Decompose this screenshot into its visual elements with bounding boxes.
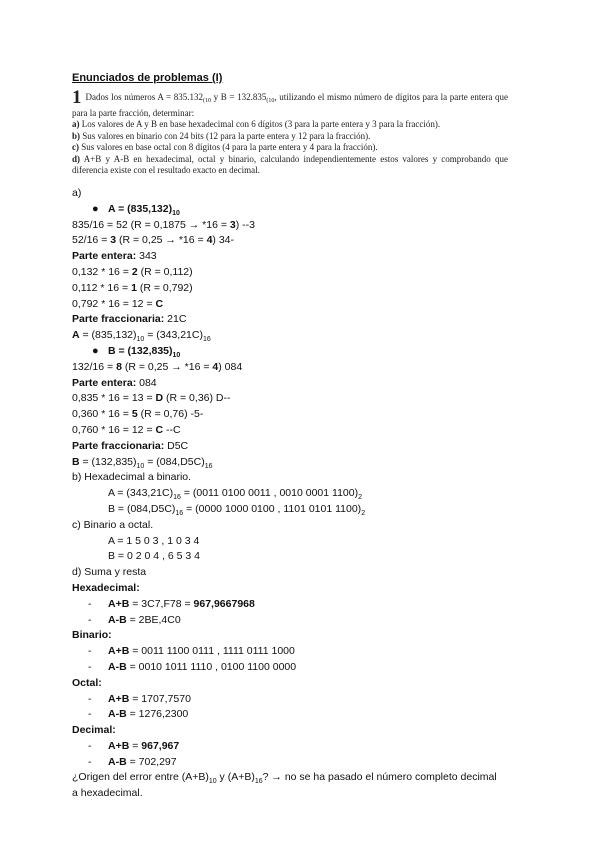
fraction-part-line [72,312,532,328]
label: Parte fraccionaria: [72,439,165,452]
text: --C [163,423,181,436]
label: Parte fraccionaria: [72,313,165,326]
text: ? → no se ha pasado el número completo decimal [262,771,497,784]
text: = (132,835) [79,455,137,468]
text: 0,792 * 16 = 12 = [72,297,156,310]
list-item [72,739,532,755]
dash-marker: - [88,597,92,610]
value: = 702,297 [126,755,177,768]
dash-marker: - [88,692,92,705]
section-b-label: b) Hexadecimal a binario. [72,471,192,484]
dash-marker: - [88,613,92,626]
result-line-b [72,455,532,471]
label: A+B [108,692,130,705]
solution-body [72,186,532,802]
text: y (A+B) [216,771,255,784]
text: = (084,D5C) [144,455,205,468]
label: A+B [108,645,130,658]
text: (R = 0,25 → *16 = [121,360,213,373]
fraction-part-line [72,439,532,455]
octal-b: B = 0 2 0 4 , 6 5 3 4 [108,550,200,563]
calc-line [72,407,532,423]
list-item [72,707,532,723]
text: ) 34- [212,234,234,247]
calc-line [72,233,532,249]
value: 343 [136,250,157,263]
question-line [72,770,532,786]
problem-item-d [72,154,508,177]
calc-line [72,265,532,281]
hex-binary-a [72,486,532,502]
bold-digit: 5 [131,408,138,421]
bold-digit: 2 [131,265,138,278]
problem-intro-text: Dados los números A = 835.132 [85,92,203,102]
subscript: 2 [361,509,366,517]
bullet-text: B = (132,835) [108,344,173,357]
text: (R = 0,112) [137,265,193,278]
text: (R = 0,25 → *16 = [116,234,207,247]
text: = (835,132) [79,329,137,342]
decimal-heading: Decimal: [72,724,116,737]
label: Parte entera: [72,250,137,263]
value: 084 [136,376,157,389]
item-marker: d) [72,153,81,164]
octal-heading: Octal: [72,676,102,689]
bold-value: 967,9667968 [193,597,255,610]
calc-line [72,218,532,234]
binary-heading: Binario: [72,629,112,642]
dash-marker: - [88,755,92,768]
integer-part-line [72,376,532,392]
text: 0,760 * 16 = 12 = [72,423,156,436]
list-item [72,644,532,660]
problem-intro-text: , utilizando el mismo número de dígitos para la parte entera que para la parte fracción, determinar: [72,92,508,118]
dash-marker: - [88,660,92,673]
subscript: 10 [136,336,145,344]
text: 0,112 * 16 = [72,281,132,294]
subscript: 10 [136,462,145,470]
value: = 3C7,F78 = [129,597,194,610]
value: D5C [164,439,189,452]
calc-line [72,360,532,376]
text: = (0000 1000 0100 , 1101 0101 1100) [183,502,362,515]
item-marker: b) [72,130,81,141]
text: A = (343,21C) [108,487,174,500]
text: 0,360 * 16 = [72,408,132,421]
text: (R = 0,792) [136,281,193,294]
label: A+B [108,739,130,752]
problem-subscript: (10 [203,98,211,104]
item-marker: c) [72,142,79,152]
section-d-label: d) Suma y resta [72,566,147,579]
dash-marker: - [88,739,92,752]
item-text: A+B y A-B en hexadecimal, octal y binario, calculando independientemente estos valores y comprobando que diferencia existe con el resultado exacto en decimal. [72,153,508,175]
text: 0,132 * 16 = [72,265,132,278]
subscript: 16 [254,778,263,786]
text: ) 084 [218,360,243,373]
text: 52/16 = [72,234,111,247]
text: B = (084,D5C) [108,502,176,515]
subscript: 16 [173,494,181,502]
subscript: 10 [208,778,217,786]
bold-digit: C [155,297,164,310]
item-text: Sus valores en base octal con 8 dígitos (4 para la parte entera y 4 para la fracción). [81,142,378,152]
result-line-a [72,328,532,344]
list-item [72,660,532,676]
label: A-B [108,660,127,673]
calc-line [72,297,532,313]
problem-subscript: (10 [266,98,275,104]
integer-part-line [72,249,532,265]
problem-item-c [72,142,508,154]
label: B [72,455,80,468]
text: 132/16 = [72,360,117,373]
label: A-B [108,755,127,768]
value: = 0010 1011 1110 , 0100 1100 0000 [126,660,297,673]
section-c-label: c) Binario a octal. [72,518,154,531]
problem-intro [72,87,508,119]
bold-digit: 4 [212,360,219,373]
bold-digit: 3 [229,218,236,231]
list-item [72,755,532,771]
bold-digit: C [155,423,164,436]
list-item [72,597,532,613]
subscript: 16 [204,462,213,470]
value: = 2BE,4C0 [126,613,181,626]
problem-item-a [72,119,508,131]
label: A-B [108,708,127,721]
bold-value: 967,967 [141,739,180,752]
subscript: 16 [202,336,211,344]
bullet-icon: ● [92,344,99,357]
problem-intro-text: y B = 132.835 [211,92,267,102]
item-text: Los valores de A y B en base hexadecimal con 6 dígitos (3 para la parte entera y 3 para la fracción). [81,119,441,129]
label: A [72,329,80,342]
question-line: a hexadecimal. [72,787,143,800]
text: = (0011 0100 0011 , 0010 0001 1100) [180,487,359,500]
problem-number: 1 [72,87,82,108]
label: A-B [108,613,127,626]
value: = 1276,2300 [126,708,189,721]
label: A+B [108,597,130,610]
problem-item-b [72,131,508,143]
calc-line [72,281,532,297]
bullet-b [72,344,532,360]
value: 21C [164,313,187,326]
problem-statement [72,87,508,177]
text: 835/16 = 52 (R = 0,1875 → *16 = [72,218,230,231]
bold-digit: D [155,392,164,405]
value: = [129,739,142,752]
item-marker: a) [72,119,80,129]
section-a-label: a) [72,187,82,199]
text: ¿Origen del error entre (A+B) [72,771,209,784]
text: (R = 0,76) -5- [137,408,204,421]
calc-line [72,391,532,407]
value: = 1707,7570 [129,692,191,705]
hexadecimal-heading: Hexadecimal: [72,581,140,594]
dash-marker: - [88,645,92,658]
calc-line [72,423,532,439]
subscript: 16 [175,509,184,517]
bullet-a [72,202,532,218]
octal-a: A = 1 5 0 3 , 1 0 3 4 [108,534,200,547]
hex-binary-b [72,502,532,518]
subscript: 2 [358,494,362,502]
bullet-text: A = (835,132) [108,202,173,215]
subscript: 10 [172,351,181,359]
bold-digit: 3 [110,234,117,247]
text: = (343,21C) [144,329,203,342]
list-item [72,692,532,708]
item-text: Sus valores en binario con 24 bits (12 para la parte entera y 12 para la fracción). [82,130,371,141]
value: = 0011 1100 0111 , 1111 0111 1000 [129,645,295,658]
bold-digit: 1 [131,281,137,294]
page-title: Enunciados de problemas (I) [72,72,223,84]
bold-digit: 4 [206,234,213,247]
label: Parte entera: [72,376,137,389]
subscript: 10 [172,209,180,217]
text: (R = 0,36) D-- [163,392,231,405]
list-item [72,613,532,629]
text: 0,835 * 16 = 13 = [72,392,156,405]
bold-digit: 8 [116,360,122,373]
bullet-icon: ● [92,202,99,215]
dash-marker: - [88,708,92,721]
text: ) --3 [235,218,255,231]
